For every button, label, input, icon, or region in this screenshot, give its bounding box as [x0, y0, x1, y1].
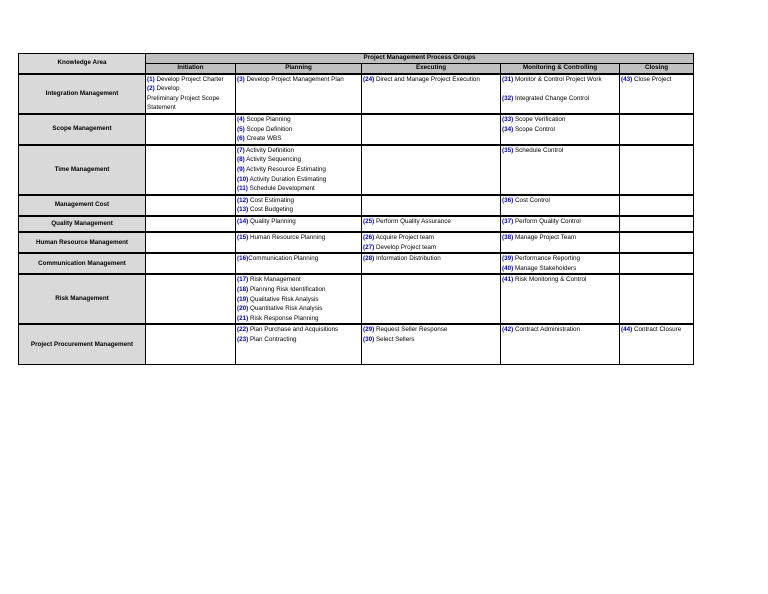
cell-procurement-executing: (29) Request Seller Response (30) Select Sellers: [362, 324, 501, 364]
executing-header: Executing: [362, 64, 501, 74]
table-row: [19, 114, 694, 145]
cell-risk-planning: (17) Risk Management (18) Planning Risk Identification (19) Qualitative Risk Analysis (20) Quantitative Risk Analysis (21) Risk Response Planning: [236, 274, 362, 324]
cell-cost-monitoring: (36) Cost Control: [501, 195, 620, 216]
area-project-procurement-management: Project Procurement Management: [19, 324, 146, 364]
cell-risk-executing: [362, 274, 501, 324]
cell-integration-initiation: (1) Develop Project Charter (2) Develop Preliminary Project Scope Statement: [146, 74, 236, 114]
cell-time-initiation: [146, 145, 236, 195]
monitoring-controlling-header: Monitoring & Controlling: [501, 64, 620, 74]
table-row: [19, 232, 694, 253]
area-scope-management: Scope Management: [19, 114, 146, 145]
table-row: [19, 195, 694, 216]
cell-comm-initiation: [146, 253, 236, 274]
process-groups-table: [18, 53, 694, 365]
cell-scope-planning: (4) Scope Planning (5) Scope Definition (6) Create WBS: [236, 114, 362, 145]
area-integration-management: Integration Management: [19, 74, 146, 114]
cell-risk-closing: [620, 274, 694, 324]
cell-scope-monitoring: (33) Scope Verification (34) Scope Control: [501, 114, 620, 145]
process-groups-header: Project Management Process Groups: [146, 54, 694, 64]
cell-integration-planning: (3) Develop Project Management Plan: [236, 74, 362, 114]
table-row: [19, 74, 694, 114]
cell-comm-monitoring: (39) Performance Reporting (40) Manage Stakeholders: [501, 253, 620, 274]
cell-hr-executing: (26) Acquire Project team (27) Develop Project team: [362, 232, 501, 253]
cell-comm-closing: [620, 253, 694, 274]
cell-quality-planning: (14) Quality Planning: [236, 216, 362, 232]
cell-quality-closing: [620, 216, 694, 232]
area-communication-management: Communication Management: [19, 253, 146, 274]
cell-risk-initiation: [146, 274, 236, 324]
cell-procurement-closing: (44) Contract Closure: [620, 324, 694, 364]
cell-comm-executing: (28) Information Distribution: [362, 253, 501, 274]
table-row: [19, 145, 694, 195]
area-human-resource-management: Human Resource Management: [19, 232, 146, 253]
cell-hr-planning: (15) Human Resource Planning: [236, 232, 362, 253]
cell-hr-closing: [620, 232, 694, 253]
cell-cost-executing: [362, 195, 501, 216]
cell-time-executing: [362, 145, 501, 195]
cell-quality-initiation: [146, 216, 236, 232]
cell-cost-closing: [620, 195, 694, 216]
cell-risk-monitoring: (41) Risk Monitoring & Control: [501, 274, 620, 324]
area-management-cost: Management Cost: [19, 195, 146, 216]
cell-time-closing: [620, 145, 694, 195]
cell-scope-initiation: [146, 114, 236, 145]
closing-header: Closing: [620, 64, 694, 74]
cell-procurement-monitoring: (42) Contract Administration: [501, 324, 620, 364]
cell-integration-closing: (43) Close Project: [620, 74, 694, 114]
cell-scope-closing: [620, 114, 694, 145]
planning-header: Planning: [236, 64, 362, 74]
cell-quality-monitoring: (37) Perform Quality Control: [501, 216, 620, 232]
cell-integration-monitoring: (31) Monitor & Control Project Work (32) Integrated Change Control: [501, 74, 620, 114]
cell-comm-planning: (16)Communication Planning: [236, 253, 362, 274]
table-row: [19, 274, 694, 324]
table-row: [19, 253, 694, 274]
table-row: [19, 324, 694, 364]
cell-scope-executing: [362, 114, 501, 145]
area-risk-management: Risk Management: [19, 274, 146, 324]
cell-procurement-planning: (22) Plan Purchase and Acquisitions (23) Plan Contracting: [236, 324, 362, 364]
table-row: [19, 216, 694, 232]
knowledge-area-header: Knowledge Area: [19, 54, 146, 74]
cell-procurement-initiation: [146, 324, 236, 364]
cell-hr-monitoring: (38) Manage Project Team: [501, 232, 620, 253]
cell-time-monitoring: (35) Schedule Control: [501, 145, 620, 195]
area-time-management: Time Management: [19, 145, 146, 195]
cell-time-planning: (7) Activity Definition (8) Activity Sequencing (9) Activity Resource Estimating (10) Activity Duration Estimating (11) Schedule Development: [236, 145, 362, 195]
cell-hr-initiation: [146, 232, 236, 253]
cell-integration-executing: (24) Direct and Manage Project Execution: [362, 74, 501, 114]
area-quality-management: Quality Management: [19, 216, 146, 232]
cell-cost-planning: (12) Cost Estimating (13) Cost Budgeting: [236, 195, 362, 216]
cell-quality-executing: (25) Perform Quality Assurance: [362, 216, 501, 232]
cell-cost-initiation: [146, 195, 236, 216]
initiation-header: Initiation: [146, 64, 236, 74]
